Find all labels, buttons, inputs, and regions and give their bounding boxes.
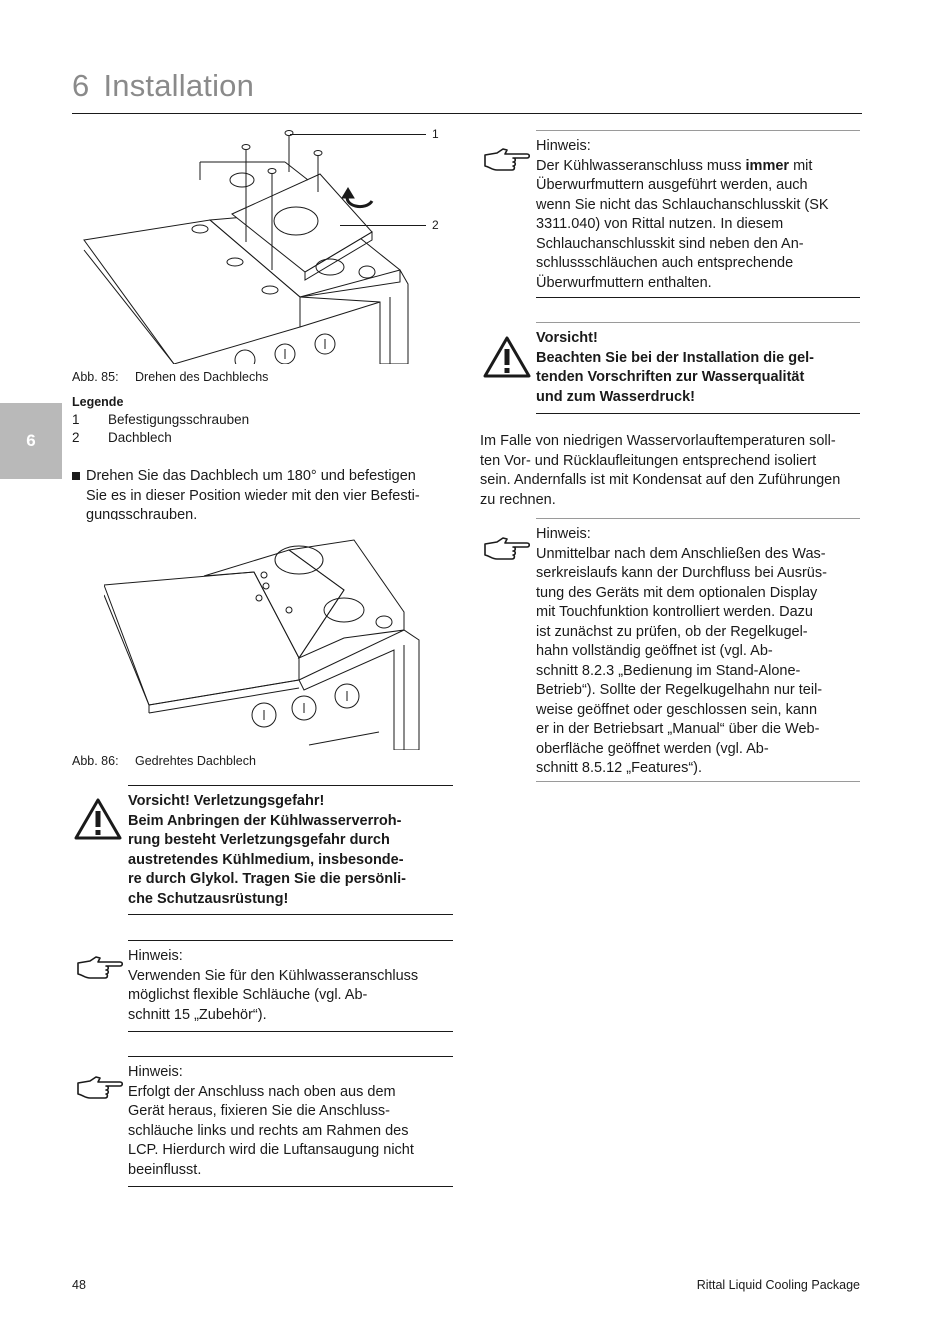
note-line: Betrieb“). Sollte der Regelkugelhahn nur teil- [536, 682, 823, 698]
note-line: Gerät heraus, fixieren Sie die Anschluss- [128, 1103, 390, 1119]
paragraph-line: Im Falle von niedrigen Wasservorlauftemperaturen soll- [480, 433, 836, 449]
note-line: Unmittelbar nach dem Anschließen des Was- [536, 545, 826, 562]
caution-line: rung besteht Verletzungsgefahr durch [128, 832, 390, 848]
note-line: möglichst flexible Schläuche (vgl. Ab- [128, 987, 368, 1003]
instruction-bullet [72, 467, 452, 526]
caution-line: Vorsicht! [536, 330, 598, 346]
legend-number: 1 [72, 412, 80, 427]
note-text: Der Kühlwasseranschluss muss [536, 157, 746, 174]
note-line: Überwurfmuttern enthalten. [536, 274, 712, 291]
bullet-square-icon [72, 472, 80, 480]
legend-text: Befestigungsschrauben [108, 412, 250, 427]
note-line: weise geöffnet oder geschlossen sein, kann [536, 701, 818, 718]
legend-text: Dachblech [108, 430, 172, 445]
note-line: wenn Sie nicht das Schlauchanschlusskit (SK [536, 196, 829, 213]
note-line: tung des Geräts mit dem optionalen Display [536, 584, 818, 601]
caution-line: tenden Vorschriften zur Wasserqualität [536, 369, 805, 385]
note-text: mit [789, 157, 813, 174]
note-line: Schlauchanschlusskit sind neben den An- [536, 235, 804, 252]
legend-item [72, 430, 172, 445]
figure-85-roof-plate [80, 122, 410, 364]
figure-86-rotated-roof-plate [104, 520, 424, 750]
chapter-number: 6 [72, 68, 90, 103]
paragraph-line: sein. Andernfalls ist mit Kondensat auf den Zuführungen [480, 472, 841, 488]
note-connection-box [128, 1056, 453, 1187]
caution-line: und zum Wasserdruck! [536, 388, 695, 405]
note-line: schlussschläuchen auch entsprechende [536, 255, 794, 271]
legend-item [72, 412, 249, 427]
note-flow-box [536, 518, 860, 782]
pointing-hand-icon [76, 955, 124, 981]
legend-heading: Legende [72, 395, 124, 409]
note-line: serkreislaufs kann der Durchfluss bei Ausrüs- [536, 565, 827, 581]
note-line: mit Touchfunktion kontrolliert werden. Dazu [536, 604, 813, 620]
instruction-line: gungsschrauben. [86, 507, 198, 523]
caption-text: Drehen des Dachblechs [135, 370, 269, 384]
footer-product-name: Rittal Liquid Cooling Package [696, 1278, 860, 1292]
note-line: schläuche links und rechts am Rahmen des [128, 1122, 409, 1139]
figure-86-caption [72, 754, 256, 768]
callout-1: 1 [432, 127, 439, 141]
caution-line: che Schutzausrüstung! [128, 890, 289, 907]
note-line: oberfläche geöffnet werden (vgl. Ab- [536, 740, 769, 757]
callout-line-2 [340, 225, 426, 226]
caption-label: Abb. 85: [72, 370, 119, 384]
page-number: 48 [72, 1278, 86, 1292]
warning-triangle-icon [483, 336, 531, 378]
note-line: Erfolgt der Anschluss nach oben aus dem [128, 1083, 396, 1100]
paragraph-line: zu rechnen. [480, 491, 556, 508]
caution-line: Beim Anbringen der Kühlwasserverroh- [128, 812, 402, 829]
note-heading: Hinweis: [536, 526, 591, 542]
note-line [536, 157, 860, 177]
note-union-nut-box [536, 130, 860, 298]
note-heading: Hinweis: [128, 1064, 183, 1080]
page-title [72, 68, 254, 104]
paragraph-insulation [480, 432, 865, 510]
figure-85-caption [72, 370, 268, 384]
warning-triangle-icon [74, 798, 122, 840]
note-line: schnitt 8.2.3 „Bedienung im Stand-Alone- [536, 662, 801, 679]
note-line: LCP. Hierdurch wird die Luftansaugung nicht [128, 1142, 414, 1158]
note-emphasis: immer [745, 157, 790, 174]
note-line: beeinflusst. [128, 1161, 202, 1178]
callout-2: 2 [432, 218, 439, 232]
caution-line: Vorsicht! Verletzungsgefahr! [128, 793, 325, 809]
legend-number: 2 [72, 430, 80, 445]
note-line: 3311.040) von Rittal nutzen. In diesem [536, 216, 784, 232]
caution-line: re durch Glykol. Tragen Sie die persönli- [128, 871, 406, 887]
note-heading: Hinweis: [128, 948, 183, 964]
paragraph-line: ten Vor- und Rücklaufleitungen entsprechend isoliert [480, 452, 817, 469]
note-line: schnitt 15 „Zubehör“). [128, 1006, 267, 1023]
note-line: ist zunächst zu prüfen, ob der Regelkugel- [536, 623, 808, 640]
pointing-hand-icon [483, 536, 531, 562]
chapter-side-tab [0, 403, 62, 479]
caution-line: austretendes Kühlmedium, insbesonde- [128, 851, 404, 868]
chapter-title: Installation [103, 68, 255, 103]
instruction-line: Drehen Sie das Dachblech um 180° und befestigen [86, 468, 416, 484]
note-line: Überwurfmuttern ausgeführt werden, auch [536, 177, 808, 193]
pointing-hand-icon [483, 147, 531, 173]
note-heading: Hinweis: [536, 138, 591, 154]
caption-label: Abb. 86: [72, 754, 119, 768]
caution-injury-box [128, 785, 453, 915]
note-line: Verwenden Sie für den Kühlwasseranschluss [128, 967, 419, 984]
note-line: schnitt 8.5.12 „Features“). [536, 760, 703, 776]
caution-water-box [536, 322, 860, 414]
side-tab-label: 6 [26, 431, 36, 450]
caution-line: Beachten Sie bei der Installation die gel- [536, 349, 814, 366]
caption-text: Gedrehtes Dachblech [135, 754, 256, 768]
note-line: hahn vollständig geöffnet ist (vgl. Ab- [536, 643, 773, 659]
callout-line-1 [290, 134, 426, 135]
note-line: er in der Betriebsart „Manual“ über die Web- [536, 721, 820, 737]
pointing-hand-icon [76, 1075, 124, 1101]
note-flexible-box [128, 940, 453, 1032]
title-rule [72, 113, 862, 114]
instruction-line: Sie es in dieser Position wieder mit den vier Befesti- [86, 487, 420, 504]
